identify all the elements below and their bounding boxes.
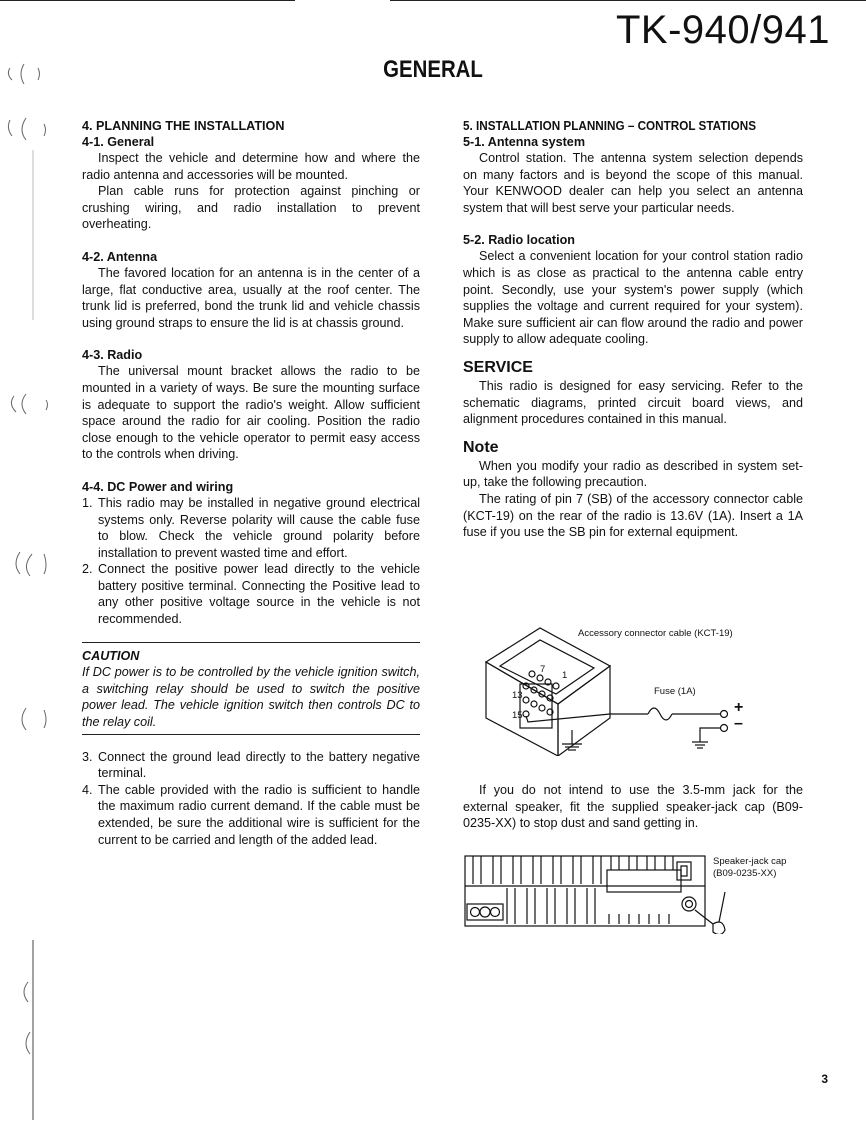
section-4-2-title: 4-2. Antenna [82, 249, 158, 264]
terminal-plus: + [734, 699, 744, 716]
speaker-jack-paragraph-block [463, 782, 803, 832]
list-item-text: Connect the ground lead directly to the battery negative terminal. [98, 749, 420, 781]
section-4-1-para-1: Inspect the vehicle and determine how and where the radio antenna and accessories will be mounted. [82, 151, 420, 182]
list-item-number: 3. [82, 749, 93, 764]
section-4-1-body [82, 150, 420, 233]
page-heading: GENERAL [383, 56, 483, 83]
list-item [82, 749, 420, 782]
list-item-text: The cable provided with the radio is sufficient to handle the maximum radio current demand. If the cable must be extended, be sure the additional wire is sufficient for the current to be carried and length of the added lead. [98, 782, 420, 847]
top-rule-left [0, 0, 295, 1]
section-5-1-title: 5-1. Antenna system [463, 135, 586, 149]
top-rule-right [390, 0, 866, 1]
speaker-jack-paragraph: If you do not intend to use the 3.5-mm jack for the external speaker, fit the supplied speaker-jack cap (B09-0235-XX) to stop dust and sand getting in. [463, 783, 803, 831]
section-4-2-body [82, 265, 420, 331]
section-4-4-list-continued [82, 749, 420, 849]
terminal-minus: – [734, 715, 743, 732]
section-5-2-body [463, 248, 803, 348]
figure-label-cable: Accessory connector cable (KCT-19) [578, 628, 733, 639]
service-title: SERVICE [463, 358, 533, 376]
list-item-number: 2. [82, 562, 93, 577]
section-4-1-title: 4-1. General [82, 135, 155, 149]
page-number: 3 [821, 1072, 828, 1086]
section-5-2-para-1: Select a convenient location for your control station radio which is as close as practical to the antenna cable entry point. Secondly, use your system's power supply (which supplies the voltage and current required for your system). Make sure sufficient air can flow around the radio and power supply to allow adequate cooling. [463, 249, 803, 347]
list-item [82, 561, 420, 627]
figure-label-speaker-jack-cap: Speaker-jack cap [713, 856, 787, 867]
section-4-3-title: 4-3. Radio [82, 348, 143, 363]
section-4-3-para-1: The universal mount bracket allows the radio to be mounted in a variety of ways. Be sure the mounting surface is adequate to support the radio's weight. Allow sufficient space around the radio for air cooling. Position the radio close enough to the vehicle operator to permit easy access to the controls when driving. [82, 364, 420, 462]
list-item [82, 782, 420, 848]
list-item-number: 1. [82, 495, 93, 510]
section-5-1-para-1: Control station. The antenna system selection depends on many factors and is beyond the scope of this manual. Your KENWOOD dealer can help you select an antenna system that will best serve your particular needs. [463, 151, 803, 215]
pin-label-15: 15 [512, 710, 523, 721]
section-4-3-body [82, 363, 420, 463]
figure-label-part-number: (B09-0235-XX) [713, 868, 777, 879]
caution-box [82, 642, 420, 735]
section-5-2-title: 5-2. Radio location [463, 233, 575, 248]
binding-marks [0, 40, 60, 1120]
caution-title: CAUTION [82, 648, 140, 663]
accessory-connector-figure [470, 626, 810, 756]
section-4-title: 4. PLANNING THE INSTALLATION [82, 119, 285, 133]
section-5-1-body [463, 150, 803, 216]
model-title: TK-940/941 [615, 8, 830, 52]
caution-text: If DC power is to be controlled by the vehicle ignition switch, a switching relay should be used to switch the positive power lead. The vehicle ignition switch then controls DC to the relay coil. [82, 665, 420, 730]
note-title: Note [463, 438, 499, 456]
list-item [82, 495, 420, 561]
list-item-number: 4. [82, 782, 93, 797]
speaker-jack-cap-figure [463, 848, 808, 934]
section-4-4-list [82, 495, 420, 628]
list-item-text: Connect the positive power lead directly to the vehicle battery positive terminal. Connecting the Positive lead to any other positive voltage source in the vehicle is not recommended. [98, 562, 420, 627]
note-para-2: The rating of pin 7 (SB) of the accessory connector cable (KCT-19) on the rear of the radio is 13.6V (1A). Insert a 1A fuse if you use the SB pin for external equipment. [463, 491, 803, 540]
note-body [463, 458, 803, 541]
section-5-title: 5. INSTALLATION PLANNING – CONTROL STATIONS [463, 119, 757, 133]
list-item-text: This radio may be installed in negative ground electrical systems only. Reverse polarity will cause the cable fuse to blow. Check the vehicle ground polarity before installation to prevent wasted time and effort. [98, 495, 420, 560]
left-column [82, 118, 420, 848]
figure-label-fuse: Fuse (1A) [654, 686, 696, 697]
section-4-2-para-1: The favored location for an antenna is in the center of a large, flat conductive area, usually at the roof center. The trunk lid is preferred, bond the trunk lid and vehicle chassis using ground straps to ensure the lid is at chassis ground. [82, 265, 420, 330]
note-para-1: When you modify your radio as described in system set-up, take the following precaution. [463, 458, 803, 490]
service-body [463, 378, 803, 428]
pin-label-7: 7 [540, 664, 546, 675]
pin-label-13: 13 [512, 690, 523, 701]
pin-label-1: 1 [562, 670, 568, 681]
service-para-1: This radio is designed for easy servicing. Refer to the schematic diagrams, printed circuit board views, and alignment procedures contained in this manual. [463, 378, 803, 427]
section-4-4-title: 4-4. DC Power and wiring [82, 479, 234, 494]
right-column [463, 118, 803, 541]
section-4-1-para-2: Plan cable runs for protection against pinching or crushing wiring, and radio installation to prevent overheating. [82, 184, 420, 232]
